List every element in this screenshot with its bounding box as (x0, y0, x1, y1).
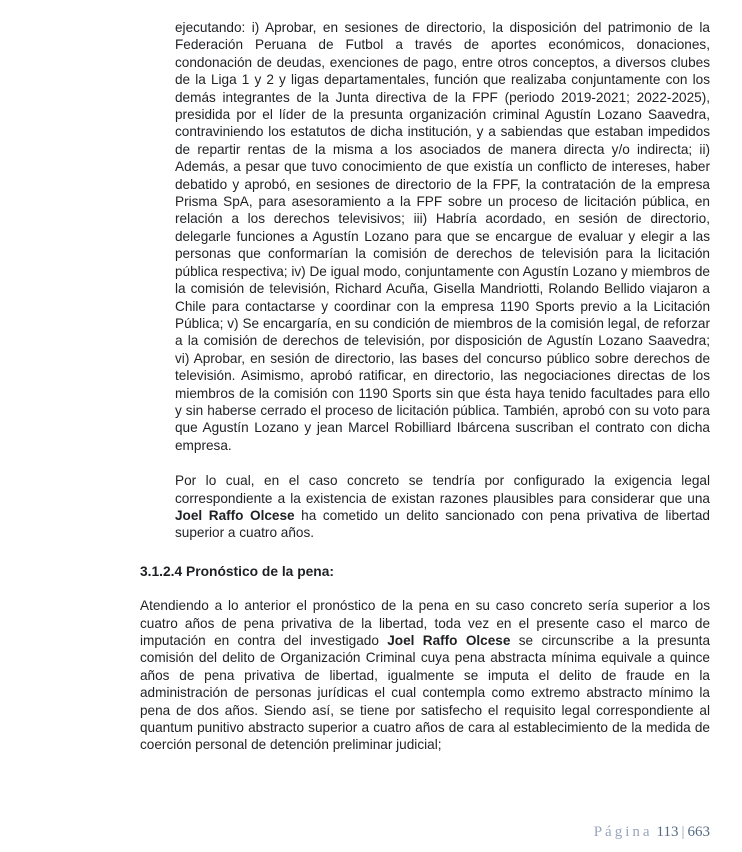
page-footer (594, 823, 710, 842)
footer-page-label: Página (593, 824, 653, 840)
paragraph-pena-prognosis-post: se circunscribe a la presunta comisión del delito de Organización Criminal cuya pena abstracta mínima equivale a quince años de pena privativa de libertad, igualmente se imputa el delito de fraude en la administración de personas jurídicas el cual contempla como extremo abstracto mínimo la pena de dos años. Siendo así, se tiene por satisfecho el requisito legal correspondiente al quantum punitivo abstracto superior a cuatro años de cara al establecimiento de la medida de coerción personal de detención preliminar judicial; (140, 633, 711, 753)
paragraph-pena-prognosis-pre: Atendiendo a lo anterior el pronóstico de la pena en su caso concreto sería superior a los cuatro años de pena privativa de la libertad, toda vez en el presente caso el marco de imputación en contra del investigado (140, 598, 710, 648)
paragraph-legal-conclusion (175, 472, 710, 542)
document-body (140, 19, 710, 754)
investigated-name-bold: Joel Raffo Olcese (175, 507, 295, 523)
footer-current-page: 113 (656, 824, 679, 840)
paragraph-resolutions: ejecutando: i) Aprobar, en sesiones de directorio, la disposición del patrimonio de la Federación Peruana de Futbol a través de aportes económicos, donaciones, condonación de deudas, exenciones de pago, entre otros conceptos, a diversos clubes de la Liga 1 y 2 y ligas departamentales, función que realizaba conjuntamente con los demás integrantes de la Junta directiva de la FPF (periodo 2019-2021; 2022-2025), presidida por el líder de la presunta organización criminal Agustín Lozano Saavedra, contraviniendo los estatutos de dicha institución, y a sabiendas que estaban impedidos de repartir rentas de la misma a los asociados de manera directa y/o indirecta; ii) Además, a pesar que tuvo conocimiento de que existía un conflicto de intereses, haber debatido y aprobó, en sesiones de directorio de la FPF, la contratación de la empresa Prisma SpA, para asesoramiento a la FPF sobre un proceso de licitación pública, en relación a los derechos televisivos; iii) Habría acordado, en sesión de directorio, delegarle funciones a Agustín Lozano para que se encargue de evaluar y elegir a las personas que conformarían la comisión de derechos de televisión para la licitación pública respectiva; iv) De igual modo, conjuntamente con Agustín Lozano y miembros de la comisión de televisión, Richard Acuña, Gisella Mandriotti, Rolando Bellido viajaron a Chile para contactarse y coordinar con la empresa 1190 Sports previo a la Licitación Pública; v) Se encargaría, en su condición de miembros de la comisión legal, de reforzar a la comisión de derechos de televisión, por disposición de Agustín Lozano Saavedra; vi) Aprobar, en sesión de directorio, las bases del concurso público sobre derechos de televisión. Asimismo, aprobó ratificar, en directorio, las negociaciones directas de los miembros de la comisión con 1190 Sports sin que ésta haya tenido facultades para ello y sin haberse cerrado el proceso de licitación pública. También, aprobó con su voto para que Agustín Lozano y jean Marcel Robilliard Ibárcena suscriban el contrato con dicha empresa. (175, 20, 710, 453)
paragraph-legal-conclusion-post: ha cometido un delito sancionado con pena privativa de libertad superior a cuatro años. (175, 507, 710, 541)
investigated-name-bold-2: Joel Raffo Olcese (387, 633, 511, 648)
paragraph-legal-conclusion-pre: Por lo cual, en el caso concreto se tendría por configurado la exigencia legal correspondiente a la existencia de existan razones plausibles para considerar que una (175, 473, 710, 506)
footer-total-pages: 663 (687, 824, 710, 840)
footer-separator: | (681, 824, 685, 840)
section-heading-pronostico: 3.1.2.4 Pronóstico de la pena: (140, 563, 334, 579)
paragraph-pena-prognosis (140, 597, 710, 754)
